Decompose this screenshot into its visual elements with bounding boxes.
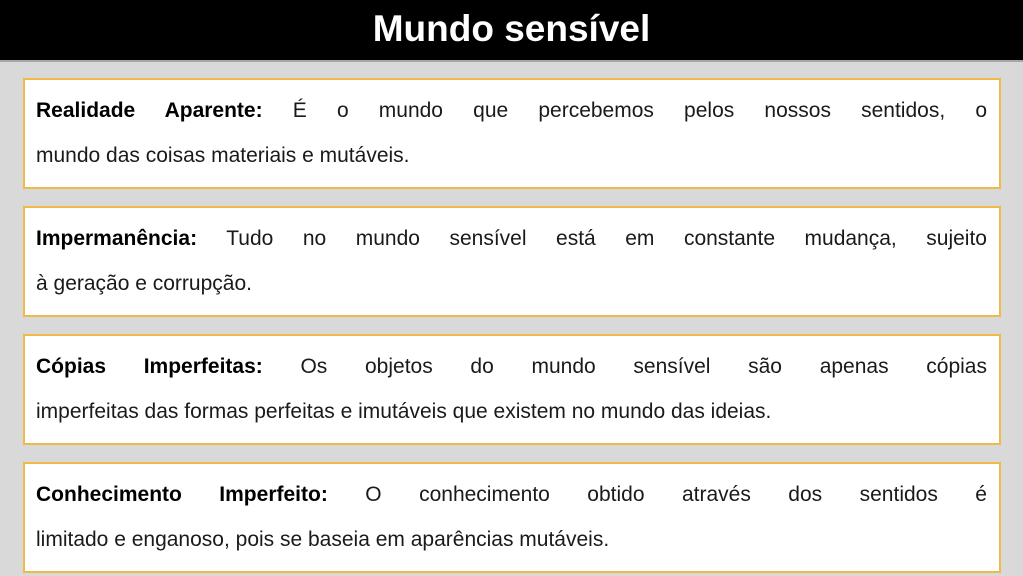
- card-text-line-2: à geração e corrupção.: [36, 272, 252, 295]
- card-text-line-2: imperfeitas das formas perfeitas e imutáveis que existem no mundo das ideias.: [36, 400, 772, 423]
- card-body: O conhecimento obtido através dos sentidos é: [365, 483, 987, 506]
- card-body: É o mundo que percebemos pelos nossos sentidos, o: [292, 99, 987, 122]
- cards-list: [0, 62, 1023, 573]
- card-text-line-1: [36, 216, 987, 261]
- card-text-line-1: [36, 472, 987, 517]
- card-body: Tudo no mundo sensível está em constante mudança, sujeito: [226, 227, 987, 250]
- page-title: Mundo sensível: [372, 7, 651, 49]
- card-text-line-2: limitado e enganoso, pois se baseia em aparências mutáveis.: [36, 528, 610, 551]
- card-conhecimento-imperfeito: [23, 462, 1001, 573]
- card-copias-imperfeitas: [23, 334, 1001, 445]
- card-text-line-1: [36, 88, 987, 133]
- card-lead: Conhecimento Imperfeito:: [36, 483, 328, 506]
- card-impermanencia: [23, 206, 1001, 317]
- card-text-line-2: mundo das coisas materiais e mutáveis.: [36, 144, 410, 167]
- title-bar: [0, 0, 1023, 62]
- card-lead: Realidade Aparente:: [36, 99, 263, 122]
- card-lead: Impermanência:: [36, 227, 198, 250]
- card-body: Os objetos do mundo sensível são apenas cópias: [300, 355, 987, 378]
- card-lead: Cópias Imperfeitas:: [36, 355, 263, 378]
- card-realidade-aparente: [23, 78, 1001, 189]
- card-text-line-1: [36, 344, 987, 389]
